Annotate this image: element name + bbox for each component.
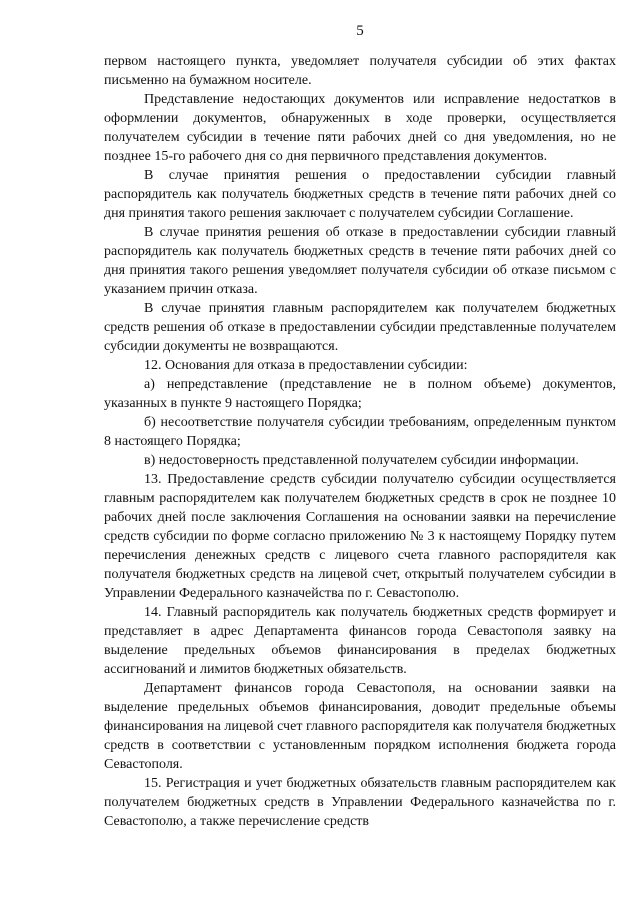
paragraph-missing-documents: Представление недостающих документов или исправление недостатков в оформлении документов, обнаруженных в ходе проверки, осуществляется получателем субсидии в течение пяти рабочих дней со дня уведомления, но не позднее 15-го рабочего дня со дня первичного представления документов.	[104, 92, 616, 164]
paragraph-approval-decision: В случае принятия решения о предоставлении субсидии главный распорядитель как получатель бюджетных средств в течение пяти рабочих дней со дня принятия такого решения заключает с получателем субсидии Соглашение.	[104, 168, 616, 221]
paragraph-item-12: 12. Основания для отказа в предоставлении субсидии:	[144, 358, 468, 373]
page-number: 5	[356, 23, 364, 39]
paragraph-documents-not-returned: В случае принятия главным распорядителем как получателем бюджетных средств решения об отказе в предоставлении субсидии представленные получателем субсидии документы не возвращаются.	[104, 301, 616, 354]
paragraph-finance-department: Департамент финансов города Севастополя, на основании заявки на выделение предельных объемов финансирования, доводит предельные объемы финансирования на лицевой счет главного распорядителя как получателя бюджетных средств в соответствии с установленным порядком исполнения бюджета города Севастополя.	[104, 681, 616, 772]
paragraph-item-12a: а) непредставление (представление не в полном объеме) документов, указанных в пункте 9 настоящего Порядка;	[104, 377, 616, 411]
paragraph-refusal-decision: В случае принятия решения об отказе в предоставлении субсидии главный распорядитель как получатель бюджетных средств в течение пяти рабочих дней со дня принятия такого решения уведомляет получателя субсидии об отказе письмом с указанием причин отказа.	[104, 225, 616, 297]
paragraph-item-15: 15. Регистрация и учет бюджетных обязательств главным распорядителем как получателем бюджетных средств в Управлении Федерального казначейства по г. Севастополю, а также перечисление средств	[104, 776, 616, 829]
paragraph-item-13: 13. Предоставление средств субсидии получателю субсидии осуществляется главным распорядителем как получателем бюджетных средств в срок не позднее 10 рабочих дней после заключения Соглашения на основании заявки на перечисление средств субсидии по форме согласно приложению № 3 к настоящему Порядку путем перечисления денежных средств с лицевого счета главного распорядителя как получателя бюджетных средств на лицевой счет, открытый получателем субсидии в Управлении Федерального казначейства по г. Севастополю.	[104, 472, 616, 601]
paragraph-item-14: 14. Главный распорядитель как получатель бюджетных средств формирует и представляет в адрес Департамента финансов города Севастополя заявку на выделение предельных объемов финансирования в пределах бюджетных ассигнований и лимитов бюджетных обязательств.	[104, 605, 616, 677]
paragraph-continuation: первом настоящего пункта, уведомляет получателя субсидии об этих фактах письменно на бумажном носителе.	[104, 54, 616, 88]
paragraph-item-12c: в) недостоверность представленной получателем субсидии информации.	[144, 453, 579, 468]
document-body	[104, 52, 616, 831]
paragraph-item-12b: б) несоответствие получателя субсидии требованиям, определенным пунктом 8 настоящего Порядка;	[104, 415, 616, 449]
